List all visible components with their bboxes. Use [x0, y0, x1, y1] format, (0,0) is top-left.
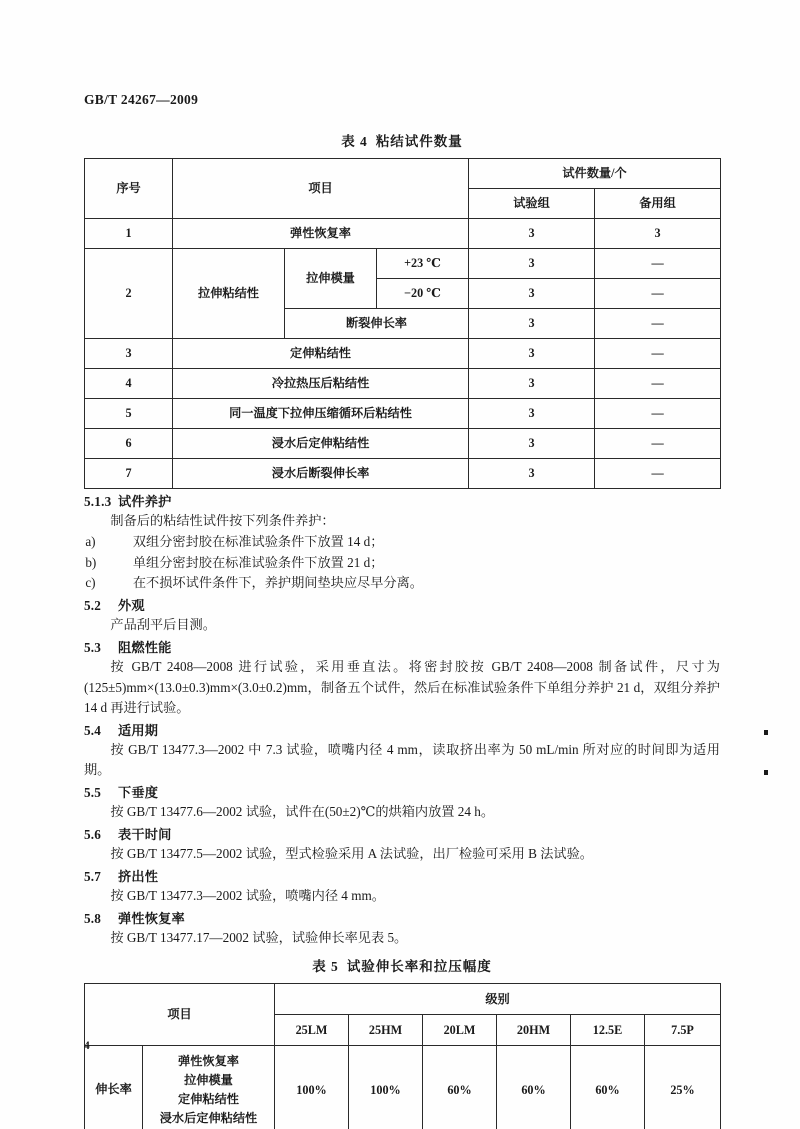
section-5-3-number: 5.3	[84, 640, 102, 656]
table4-cell-backup-4: —	[595, 369, 721, 399]
section-5-1-3-intro: 制备后的粘结性试件按下列条件养护：	[110, 513, 335, 528]
table4-cell-test-1: 3	[469, 219, 595, 249]
registration-mark-icon	[764, 730, 768, 735]
section-5-7-paragraph: 按 GB/T 13477.3—2002 试验，喷嘴内径 4 mm。	[110, 887, 385, 903]
table5-header-row-1	[85, 984, 721, 1015]
section-5-6-heading	[84, 824, 720, 843]
section-5-5-paragraph: 按 GB/T 13477.6—2002 试验，试件在(50±2)℃的烘箱内放置 24 h。	[110, 803, 495, 819]
table5-cell-value-7-5p: 25%	[645, 1046, 721, 1129]
table5-caption	[84, 955, 720, 975]
table5-header-grade-7-5p: 7.5P	[645, 1015, 721, 1046]
section-5-7	[84, 866, 720, 906]
section-5-8-heading	[84, 908, 720, 927]
table4-header-quantity-group: 试件数量/个	[469, 159, 721, 189]
table5-item-tensile-modulus: 拉伸模量	[184, 1072, 233, 1087]
table4-cell-backup-5: —	[595, 399, 721, 429]
table-row	[85, 339, 721, 369]
table5-header-grade-12-5e: 12.5E	[571, 1015, 645, 1046]
section-5-6-title: 表干时间	[118, 826, 172, 842]
table4-cell-seq-5: 5	[85, 399, 173, 429]
table4-cell-test-2c: 3	[469, 309, 595, 339]
table5-caption-label: 表 5	[312, 959, 339, 975]
table4-cell-seq-1: 1	[85, 219, 173, 249]
table5-header-grade-25lm: 25LM	[275, 1015, 349, 1046]
table5-cell-item-list	[143, 1046, 275, 1129]
table4-caption	[84, 130, 720, 150]
section-5-6-number: 5.6	[84, 826, 102, 842]
table4-caption-label: 表 4	[341, 134, 368, 149]
table5-item-adhesion-after-water-immersion: 浸水后定伸粘结性	[159, 1110, 258, 1125]
table4-cell-item-7: 浸水后断裂伸长率	[173, 459, 469, 489]
table4-cell-backup-6: —	[595, 429, 721, 459]
table4-cell-seq-2: 2	[85, 249, 173, 339]
table4-cell-backup-3: —	[595, 339, 721, 369]
table-row	[85, 459, 721, 489]
section-5-1-3-heading	[84, 491, 720, 510]
section-5-7-heading	[84, 866, 720, 885]
table4-cell-item-1: 弹性恢复率	[173, 219, 469, 249]
table5-cell-value-25hm: 100%	[349, 1046, 423, 1129]
section-5-3-paragraph: 按 GB/T 2408—2008 进行试验，采用垂直法。将密封胶按 GB/T 2408—2008 制备试件，尺寸为(125±5)mm×(13.0±0.3)mm×(3.0±0.2)mm，制备五个试件，然后在标准试验条件下单组分养护 21 d，双组分养护 14 d 再进行试验。	[84, 659, 720, 715]
section-5-4	[84, 720, 720, 780]
table4-cell-item-6: 浸水后定伸粘结性	[173, 429, 469, 459]
table4-cell-seq-3: 3	[85, 339, 173, 369]
section-5-2	[84, 595, 720, 635]
section-5-4-title: 适用期	[118, 722, 159, 738]
section-5-7-number: 5.7	[84, 868, 102, 884]
table-row	[85, 219, 721, 249]
table4-caption-title: 粘结试件数量	[375, 134, 463, 149]
section-5-5-number: 5.5	[84, 784, 102, 800]
table5-cell-value-20lm: 60%	[423, 1046, 497, 1129]
document-header-standard-code: GB/T 24267—2009	[84, 92, 199, 107]
table5-header-grade-25hm: 25HM	[349, 1015, 423, 1046]
table-row	[85, 399, 721, 429]
table-bonding-specimen-quantity	[84, 158, 721, 489]
table4-cell-seq-4: 4	[85, 369, 173, 399]
list-item	[84, 532, 720, 552]
table4-cell-backup-7: —	[595, 459, 721, 489]
table4-header-test-group: 试验组	[469, 189, 595, 219]
table4-cell-test-6: 3	[469, 429, 595, 459]
table4-cell-item-4: 冷拉热压后粘结性	[173, 369, 469, 399]
list-item	[84, 553, 720, 573]
table4-cell-backup-2b: —	[595, 279, 721, 309]
table5-cell-value-20hm: 60%	[497, 1046, 571, 1129]
section-5-6	[84, 824, 720, 864]
table-row	[85, 429, 721, 459]
table4-cell-condition-plus23: +23 ℃	[377, 249, 469, 279]
section-5-5-heading	[84, 782, 720, 801]
table4-cell-test-5: 3	[469, 399, 595, 429]
section-5-3	[84, 637, 720, 717]
table4-cell-backup-1: 3	[595, 219, 721, 249]
section-5-4-paragraph: 按 GB/T 13477.3—2002 中 7.3 试验，喷嘴内径 4 mm，读取挤出率为 50 mL/min 所对应的时间即为适用期。	[84, 741, 720, 777]
table5-item-adhesion-in-extension: 定伸粘结性	[178, 1091, 239, 1106]
table5-caption-title: 试验伸长率和拉压幅度	[346, 959, 492, 975]
table4-header-backup-group: 备用组	[595, 189, 721, 219]
table5-header-grade: 级别	[275, 984, 721, 1015]
table4-cell-test-2a: 3	[469, 249, 595, 279]
section-5-3-title: 阻燃性能	[118, 640, 172, 656]
table4-cell-item-3: 定伸粘结性	[173, 339, 469, 369]
table5-header-grade-20hm: 20HM	[497, 1015, 571, 1046]
table4-cell-seq-7: 7	[85, 459, 173, 489]
section-5-5-title: 下垂度	[118, 784, 159, 800]
table4-cell-condition-minus20: −20 ℃	[377, 279, 469, 309]
section-5-8	[84, 908, 720, 948]
table-test-elongation-and-movement	[84, 983, 721, 1129]
table4-cell-test-7: 3	[469, 459, 595, 489]
section-5-3-heading	[84, 637, 720, 656]
list-item	[84, 573, 720, 593]
table-row	[85, 1046, 721, 1129]
table5-cell-value-25lm: 100%	[275, 1046, 349, 1129]
list-marker-b: b)	[85, 554, 97, 570]
table4-cell-group-2: 拉伸粘结性	[173, 249, 285, 339]
section-5-1-3	[84, 491, 720, 593]
section-5-8-paragraph: 按 GB/T 13477.17—2002 试验，试验伸长率见表 5。	[110, 929, 408, 945]
table5-cell-category-elongation: 伸长率	[85, 1046, 143, 1129]
section-5-8-number: 5.8	[84, 910, 102, 926]
table4-cell-sub-elongation-at-break: 断裂伸长率	[285, 309, 469, 339]
page-number: 4	[84, 1040, 90, 1052]
table4-cell-test-4: 3	[469, 369, 595, 399]
table-row	[85, 369, 721, 399]
section-5-4-heading	[84, 720, 720, 739]
section-5-6-paragraph: 按 GB/T 13477.5—2002 试验，型式检验采用 A 法试验，出厂检验可采用 B 法试验。	[110, 845, 593, 861]
table5-header-grade-20lm: 20LM	[423, 1015, 497, 1046]
section-5-2-heading	[84, 595, 720, 614]
table4-cell-test-2b: 3	[469, 279, 595, 309]
list-text-a: 双组分密封胶在标准试验条件下放置 14 d；	[132, 534, 384, 550]
section-5-1-3-title: 试件养护	[118, 494, 172, 509]
table5-cell-value-12-5e: 60%	[571, 1046, 645, 1129]
section-5-8-title: 弹性恢复率	[118, 910, 185, 926]
section-5-2-paragraph: 产品刮平后目测。	[110, 617, 216, 633]
table4-header-item: 项目	[173, 159, 469, 219]
table4-cell-backup-2c: —	[595, 309, 721, 339]
table4-cell-sub-tensile-modulus: 拉伸模量	[285, 249, 377, 309]
registration-mark-icon	[764, 770, 768, 775]
list-text-c: 在不损坏试件条件下，养护期间垫块应尽早分离。	[132, 574, 423, 590]
table4-header-row-1	[85, 159, 721, 189]
section-5-5	[84, 782, 720, 822]
table4-cell-test-3: 3	[469, 339, 595, 369]
section-5-2-title: 外观	[118, 598, 145, 614]
table4-header-seq: 序号	[85, 159, 173, 219]
list-text-b: 单组分密封胶在标准试验条件下放置 21 d；	[132, 554, 384, 570]
table5-item-elastic-recovery: 弹性恢复率	[178, 1054, 239, 1069]
table4-cell-backup-2a: —	[595, 249, 721, 279]
section-5-4-number: 5.4	[84, 722, 102, 738]
section-5-2-number: 5.2	[84, 598, 102, 614]
list-marker-a: a)	[85, 534, 96, 550]
table4-cell-item-5: 同一温度下拉伸压缩循环后粘结性	[173, 399, 469, 429]
section-5-7-title: 挤出性	[118, 868, 159, 884]
table-row	[85, 249, 721, 279]
section-5-1-3-number: 5.1.3	[84, 494, 112, 509]
page-content	[84, 92, 720, 1129]
table5-header-item: 项目	[85, 984, 275, 1046]
table4-cell-seq-6: 6	[85, 429, 173, 459]
list-marker-c: c)	[85, 574, 96, 590]
